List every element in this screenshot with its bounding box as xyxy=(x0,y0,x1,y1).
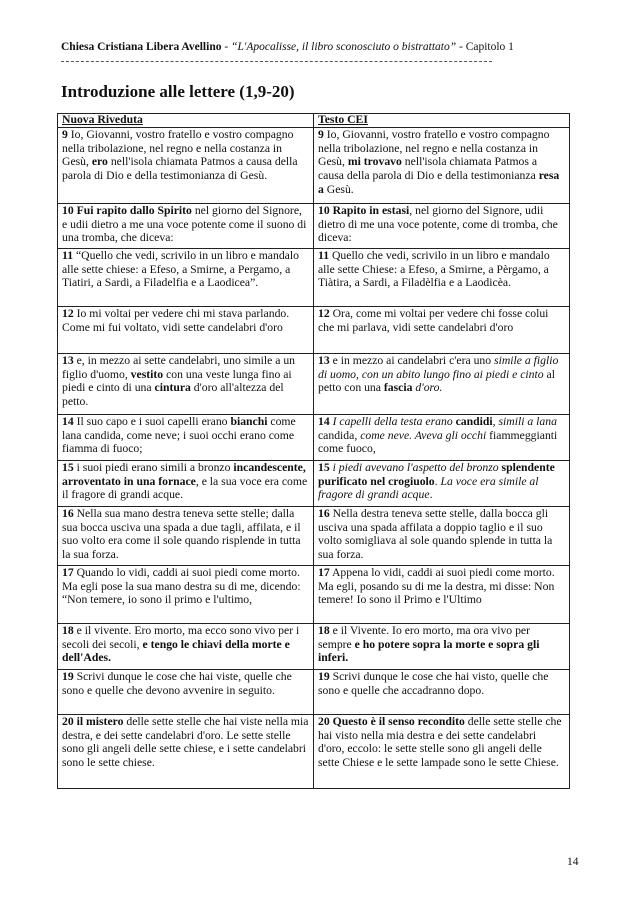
nuova-riveduta-cell xyxy=(58,624,314,670)
nuova-riveduta-cell xyxy=(58,461,314,507)
table-row xyxy=(58,566,570,624)
verse-text: Scrivi dunque le cose che hai viste, quelle che sono e quelle che devono avvenire in seguito. xyxy=(62,670,292,697)
testo-cei-cell xyxy=(314,507,570,566)
verse-text: al petto con una xyxy=(318,367,555,395)
bold-text: splendente purificato nel crogiuolo xyxy=(318,461,555,488)
nuova-riveduta-cell xyxy=(58,128,314,204)
italic-text: , simili a lana xyxy=(492,415,557,428)
verse-text: nell'isola chiamata Patmos a causa della parola di Dio e della testimonianza di Gesù. xyxy=(62,155,298,183)
bold-text: 10 Rapito in estasi xyxy=(318,204,410,217)
verse-text: , e la sua voce era come il fragore di grandi acque. xyxy=(62,474,308,502)
header-separator: - xyxy=(221,41,232,53)
nuova-riveduta-cell xyxy=(58,670,314,715)
bold-text: ero xyxy=(91,155,108,169)
bold-text: 18 xyxy=(62,624,74,637)
verse-text: e in mezzo ai candelabri c'era uno xyxy=(329,354,495,367)
testo-cei-cell xyxy=(314,566,570,624)
bold-text: 11 xyxy=(318,249,330,262)
verse-text: Appena lo vidi, caddi ai suoi piedi come morto. Ma egli, posando su di me la destra, mi disse: Non temere! Io sono il Primo e l'Ultimo xyxy=(318,566,555,607)
verse-text: e, in mezzo ai sette candelabri, uno simile a un figlio d'uomo, xyxy=(62,354,296,381)
verse-text: nel giorno del Signore, e udii dietro a me una voce potente come il suono di una tromba, che diceva: xyxy=(62,204,307,245)
verse-text: Io, Giovanni, vostro fratello e vostro compagno nella tribolazione, nel regno e nella costanza in Gesù, xyxy=(62,128,294,169)
table-row xyxy=(58,461,570,507)
bold-text: candidi xyxy=(455,415,493,428)
table-row xyxy=(58,354,570,415)
table-row xyxy=(58,204,570,249)
bold-text: 14 xyxy=(62,415,74,428)
table-row xyxy=(58,249,570,307)
testo-cei-cell xyxy=(314,624,570,670)
bold-text: 15 xyxy=(62,461,74,474)
running-header xyxy=(61,41,581,53)
table-header-row xyxy=(58,114,570,128)
testo-cei-cell xyxy=(314,670,570,715)
verse-text: i suoi piedi erano simili a bronzo xyxy=(73,461,234,474)
bold-text: e tengo le chiavi della morte e dell'Ades. xyxy=(62,637,290,665)
bold-text: fascia xyxy=(383,381,413,395)
bold-text: 19 xyxy=(62,670,74,683)
verse-text: fiammeggianti come fuoco, xyxy=(318,428,558,456)
verse-text: con una veste lunga fino ai piedi e cinto di una xyxy=(62,367,292,395)
verse-text: . xyxy=(429,488,433,502)
bold-text: 16 xyxy=(62,507,74,520)
nuova-riveduta-cell xyxy=(58,715,314,789)
italic-text: d'oro. xyxy=(412,381,443,395)
header-book-title: “L'Apocalisse, il libro sconosciuto o bistrattato” xyxy=(231,41,457,53)
header-org: Chiesa Cristiana Libera Avellino xyxy=(61,41,222,53)
italic-text: simile a figlio di uomo, con un abito lungo fino ai piedi e cinto xyxy=(318,354,559,381)
verse-text: , nel giorno del Signore, udii dietro di me una voce potente, come di tromba, che diceva: xyxy=(318,204,558,245)
bold-text: e ho potere sopra la morte e sopra gli inferi. xyxy=(318,637,540,665)
verse-text: Quando lo vidi, caddi ai suoi piedi come morto. Ma egli pose la sua mano destra su di me, dicendo: “Non temere, io sono il primo e l'ultimo, xyxy=(62,566,301,607)
verse-text: . xyxy=(434,474,441,488)
table-body xyxy=(58,128,570,789)
italic-text: come neve. Aveva gli occhi xyxy=(360,428,487,442)
bold-text: 12 xyxy=(318,307,330,320)
testo-cei-cell xyxy=(314,415,570,461)
verse-text: Io mi voltai per vedere chi mi stava parlando. Come mi fui voltato, vidi sette candelabri d'oro xyxy=(62,307,290,334)
bold-text: 19 xyxy=(318,670,330,683)
nuova-riveduta-cell xyxy=(58,354,314,415)
bold-text: vestito xyxy=(130,367,164,381)
bold-text: incandescente, arroventato in una fornace xyxy=(62,461,306,488)
nuova-riveduta-cell xyxy=(58,415,314,461)
table-row xyxy=(58,307,570,354)
italic-text: i piedi avevano l'aspetto del bronzo xyxy=(329,461,502,474)
bold-text: 20 il mistero xyxy=(62,715,124,728)
table-row xyxy=(58,128,570,204)
verse-text: e il Vivente. Io ero morto, ma ora vivo per sempre xyxy=(318,624,530,651)
table-row xyxy=(58,507,570,566)
table-row xyxy=(58,415,570,461)
verse-text: e il vivente. Ero morto, ma ecco sono vivo per i secoli dei secoli, xyxy=(62,624,300,651)
verse-text: delle sette stelle che hai visto nella mia destra e dei sette candelabri d'oro, eccolo: le sette stelle sono gli angeli delle sette Chiese e le sette lampade sono le sette Chiese. xyxy=(318,715,562,770)
verse-text: Ora, come mi voltai per vedere chi fosse colui che mi parlava, vidi sette candelabri d'oro xyxy=(318,307,549,334)
bold-text: 16 xyxy=(318,507,330,520)
testo-cei-cell xyxy=(314,307,570,354)
bold-text: 11 xyxy=(62,249,74,262)
header-rule xyxy=(61,61,492,62)
nuova-riveduta-cell xyxy=(58,307,314,354)
verse-text: come lana candida, come neve; i suoi occhi erano come fiamma di fuoco; xyxy=(62,415,296,456)
bold-text: 13 xyxy=(318,354,330,367)
testo-cei-cell xyxy=(314,128,570,204)
bold-text: 9 xyxy=(62,128,68,141)
comparison-table xyxy=(57,113,570,789)
italic-text: I capelli della testa erano xyxy=(329,415,456,428)
page-number: 14 xyxy=(567,856,579,868)
testo-cei-cell xyxy=(314,354,570,415)
verse-text: Nella destra teneva sette stelle, dalla bocca gli usciva una spada affilata a doppio taglio e il suo volto somigliava al sole quando splende in tutta la sua forza. xyxy=(318,507,553,562)
verse-text: delle sette stelle che hai viste nella mia destra, e dei sette candelabri d'oro. Le sette stelle sono gli angeli delle sette chiese, e i sette candelabri sono le sette chiese. xyxy=(62,715,309,770)
testo-cei-cell xyxy=(314,715,570,789)
table-row xyxy=(58,624,570,670)
bold-text: 17 xyxy=(62,566,74,579)
testo-cei-cell xyxy=(314,204,570,249)
verse-text: Nella sua mano destra teneva sette stelle; dalla sua bocca usciva una spada a due tagli, affilata, e il suo volto era come il sole quando risplende in tutta la sua forza. xyxy=(62,507,301,562)
section-title: Introduzione alle lettere (1,9-20) xyxy=(61,82,295,101)
verse-text: nell'isola chiamata Patmos a causa della parola di Dio e della testimonianza xyxy=(318,155,539,183)
testo-cei-cell xyxy=(314,461,570,507)
bold-text: 20 Questo è il senso recondito xyxy=(318,715,465,728)
bold-text: 15 xyxy=(318,461,330,474)
nuova-riveduta-cell xyxy=(58,249,314,307)
column-header-testo-cei: Testo CEI xyxy=(314,114,570,128)
bold-text: 13 xyxy=(62,354,74,367)
table-row xyxy=(58,715,570,789)
verse-text: Io, Giovanni, vostro fratello e vostro compagno nella tribolazione, nel regno e nella costanza in Gesù, xyxy=(318,128,550,169)
bold-text: mi trovavo xyxy=(347,155,402,169)
verse-text: Quello che vedi, scrivilo in un libro e mandalo alle sette Chiese: a Efeso, a Smirne, a Pèrgamo, a Tiàtira, a Sardi, a Filadèlfia e a Laodicèa. xyxy=(318,249,550,290)
bold-text: 14 xyxy=(318,415,330,428)
verse-text: Scrivi dunque le cose che hai visto, quelle che sono e quelle che accadranno dopo. xyxy=(318,670,549,697)
bold-text: 9 xyxy=(318,128,324,141)
table-row xyxy=(58,670,570,715)
verse-text: Gesù. xyxy=(323,182,354,196)
nuova-riveduta-cell xyxy=(58,566,314,624)
header-chapter: - Capitolo 1 xyxy=(456,41,514,53)
verse-text: Il suo capo e i suoi capelli erano xyxy=(73,415,231,428)
bold-text: 10 Fui rapito dallo Spirito xyxy=(62,204,192,217)
nuova-riveduta-cell xyxy=(58,204,314,249)
bold-text: cintura xyxy=(154,381,191,395)
testo-cei-cell xyxy=(314,249,570,307)
verse-text: candida, xyxy=(318,428,361,442)
italic-text: La voce era simile al fragore di grandi acque xyxy=(318,474,539,502)
verse-text: d'oro all'altezza del petto. xyxy=(62,381,284,409)
bold-text: bianchi xyxy=(230,415,268,428)
bold-text: 18 xyxy=(318,624,330,637)
column-header-nuova-riveduta: Nuova Riveduta xyxy=(58,114,314,128)
bold-text: 12 xyxy=(62,307,74,320)
bold-text: resa a xyxy=(318,169,560,196)
bold-text: 17 xyxy=(318,566,330,579)
verse-text: “Quello che vedi, scrivilo in un libro e mandalo alle sette chiese: a Efeso, a Smirne, a Pergamo, a Tiatiri, a Sardi, a Filadelfia e a Laodicea”. xyxy=(62,249,299,290)
nuova-riveduta-cell xyxy=(58,507,314,566)
